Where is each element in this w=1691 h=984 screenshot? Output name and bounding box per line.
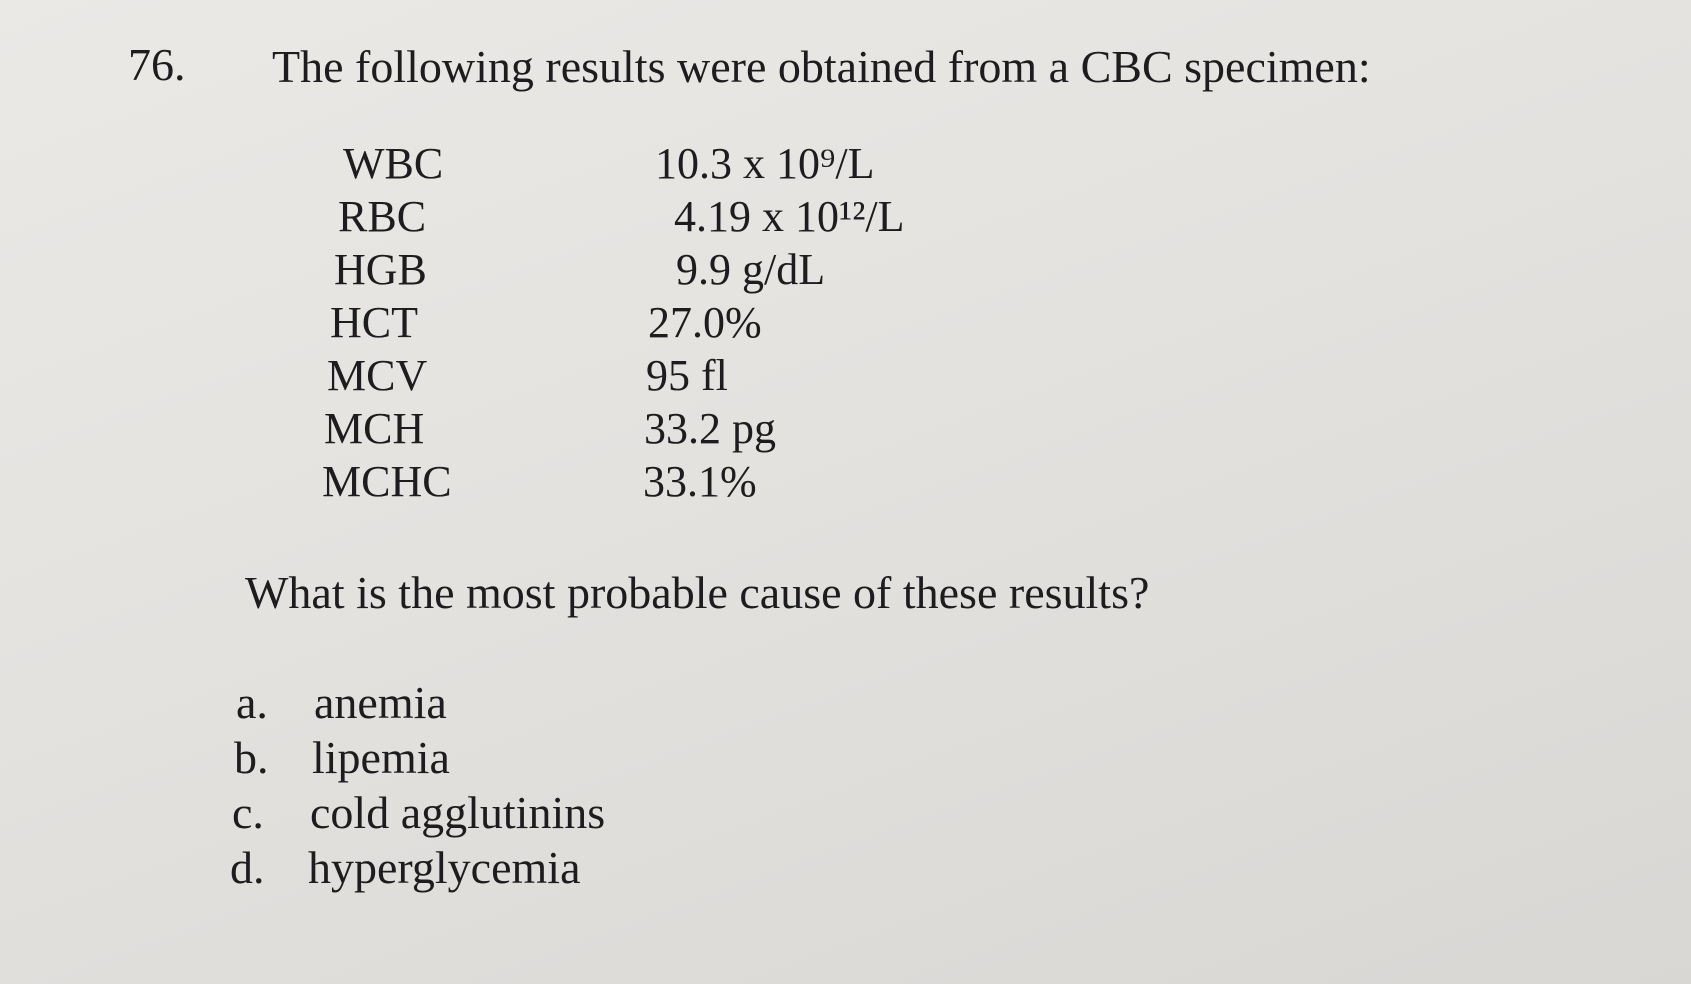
result-value: 33.2 pg xyxy=(644,404,776,453)
result-name: MCH xyxy=(324,404,425,453)
result-value: 10.3 x 10⁹/L xyxy=(655,139,875,188)
result-name: MCV xyxy=(327,351,428,400)
result-name: RBC xyxy=(338,192,427,241)
result-name: MCHC xyxy=(322,457,452,506)
choice-text: hyperglycemia xyxy=(308,842,581,893)
question-number: 76. xyxy=(128,39,186,90)
result-value: 95 fl xyxy=(646,351,728,400)
result-value: 9.9 g/dL xyxy=(676,245,826,294)
result-name: WBC xyxy=(343,139,444,188)
choice-letter: b. xyxy=(234,732,269,783)
result-name: HGB xyxy=(334,245,427,294)
result-value: 27.0% xyxy=(648,298,762,347)
result-name: HCT xyxy=(330,298,418,347)
choice-text: cold agglutinins xyxy=(310,787,606,838)
result-value: 33.1% xyxy=(643,457,757,506)
choice-text: anemia xyxy=(314,677,447,728)
choice-text: lipemia xyxy=(312,732,450,783)
result-value: 4.19 x 10¹²/L xyxy=(674,192,905,241)
question-prompt: What is the most probable cause of these results? xyxy=(245,567,1150,618)
choice-letter: c. xyxy=(232,787,264,838)
choice-letter: a. xyxy=(236,677,268,728)
question-stem: The following results were obtained from a CBC specimen: xyxy=(272,41,1371,92)
choice-letter: d. xyxy=(230,842,265,893)
